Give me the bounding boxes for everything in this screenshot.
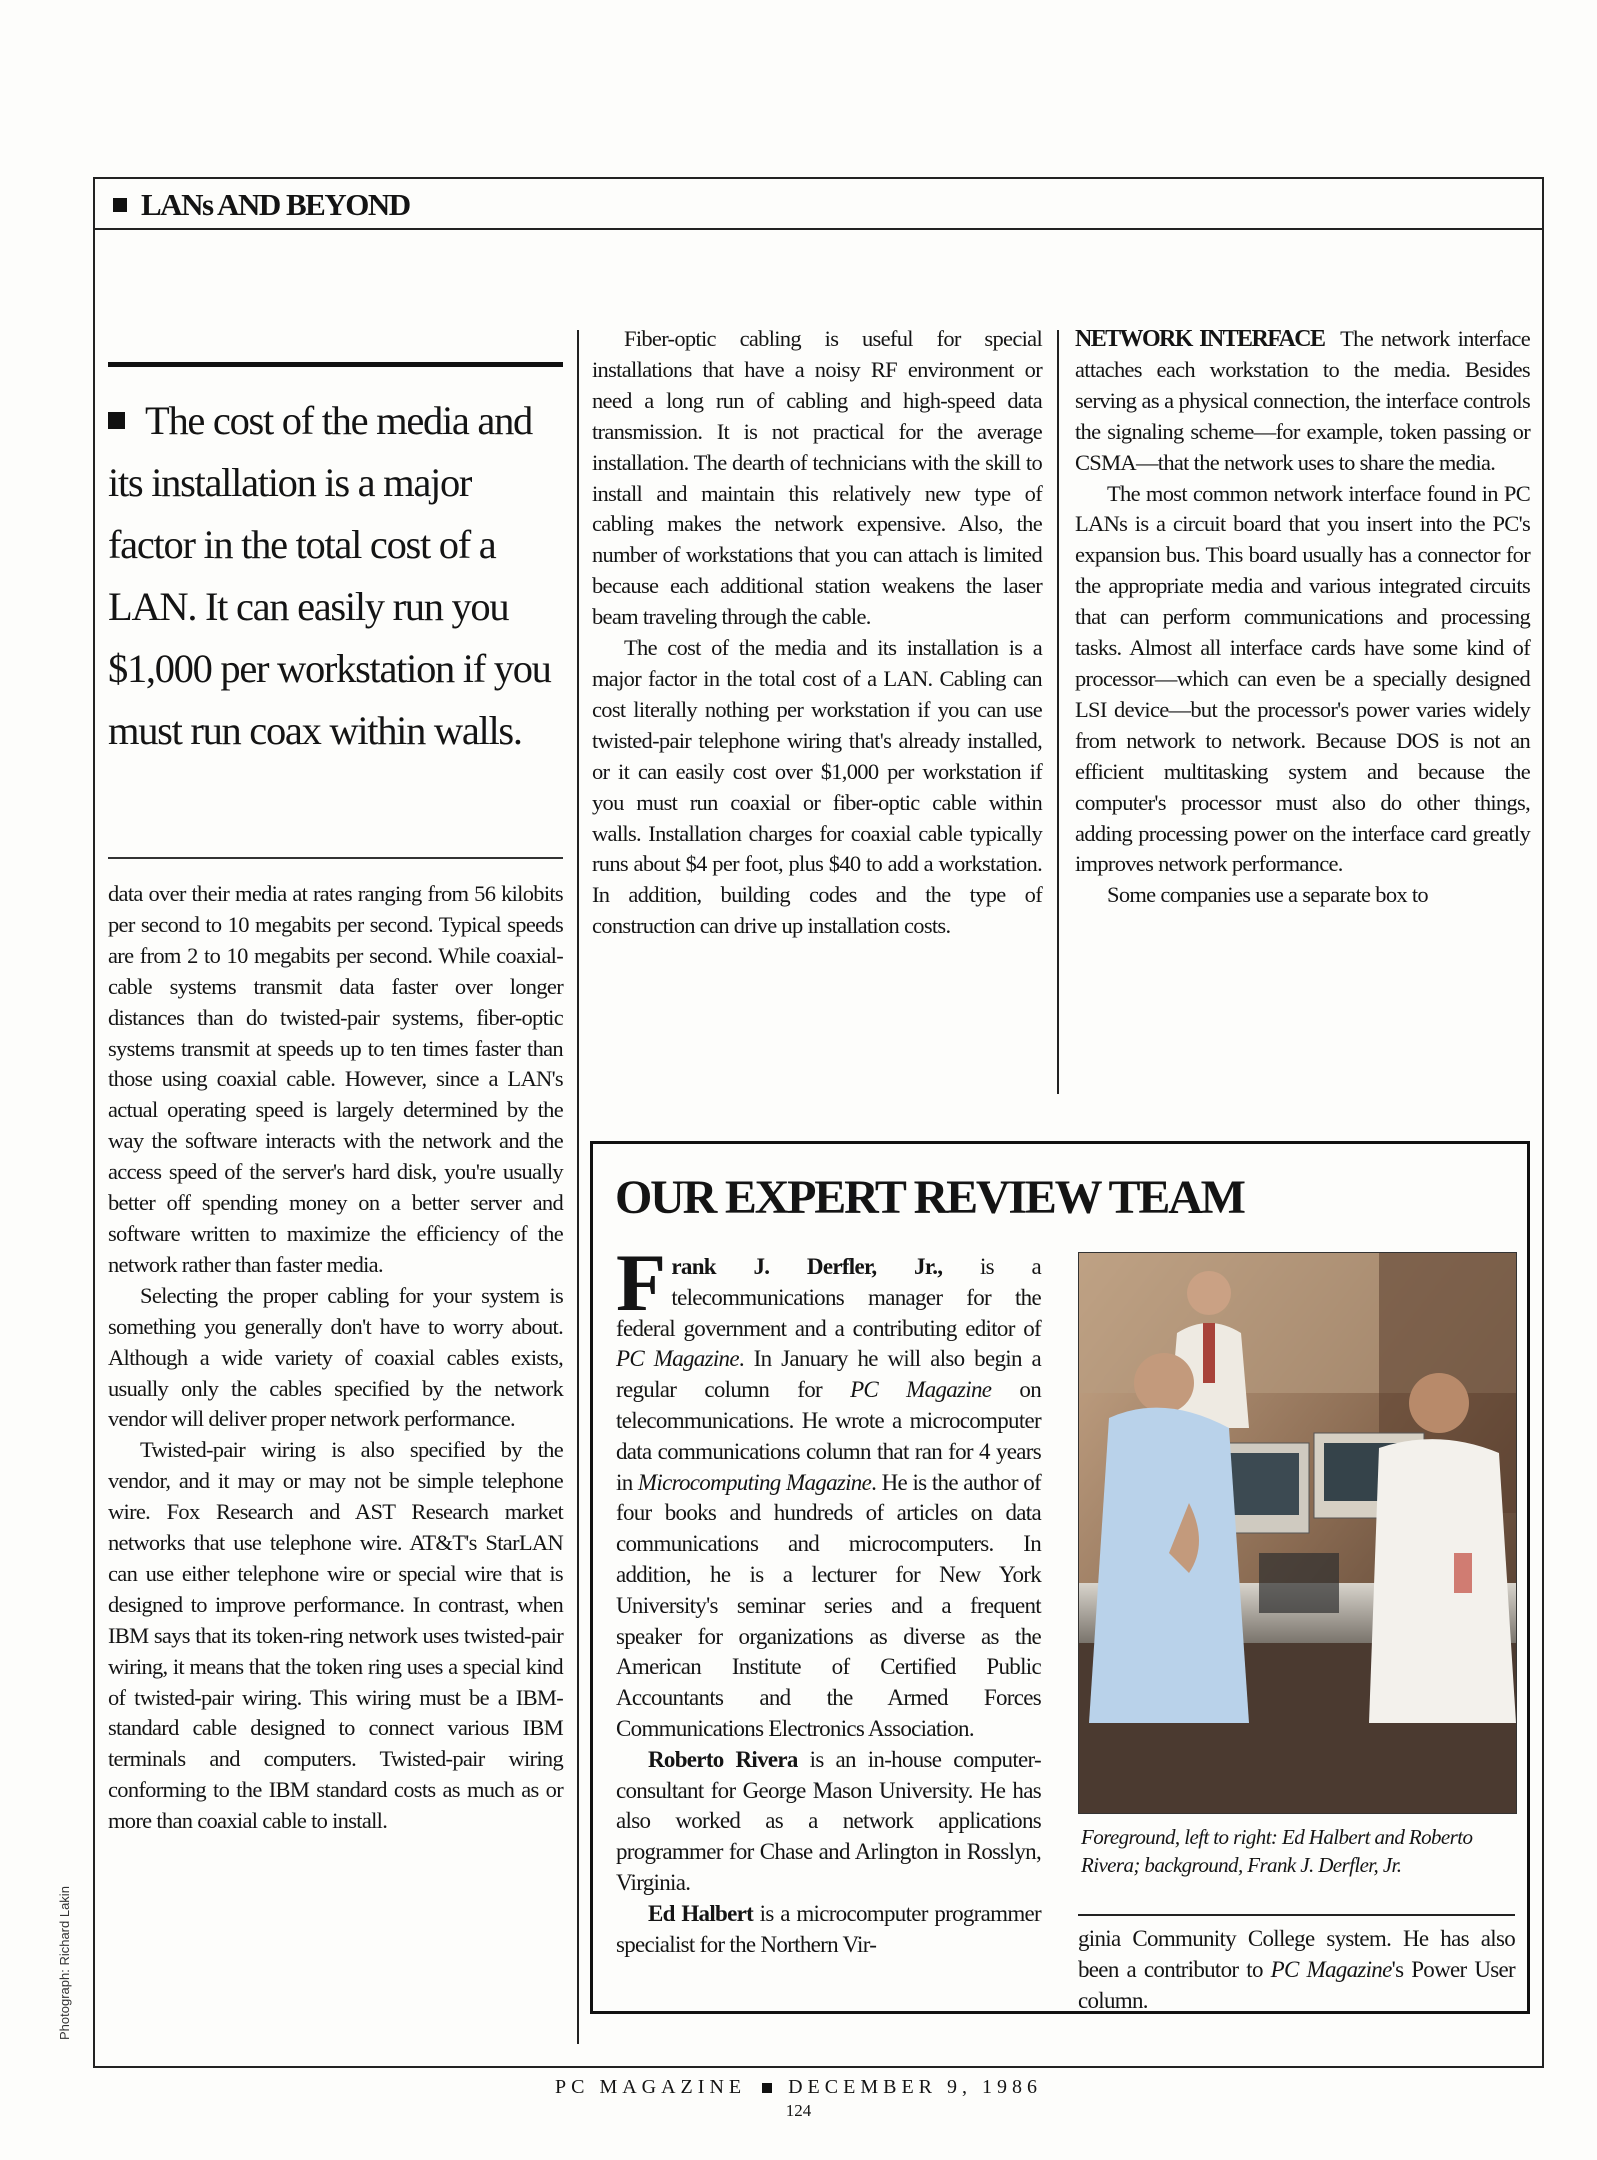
sidebar-text-continued: ginia Community College system. He has also been a contributor to PC Magazine's Power User column. bbox=[1078, 1926, 1515, 2013]
photo-caption: Foreground, left to right: Ed Halbert and Roberto Rivera; background, Frank J. Derfler, Jr. bbox=[1081, 1825, 1473, 1877]
paragraph: Fiber-optic cabling is useful for special installations that have a noisy RF environment or need a long run of cabling and high-speed data transmission. It is not practical for the average installation. The dearth of technicians with the skill to install and maintain this relatively new type of cabling makes the network expensive. Also, the number of workstations that you can attach is limited because each additional station weakens the laser beam traveling through the cable. bbox=[592, 326, 1042, 630]
bio-name: Ed Halbert bbox=[648, 1900, 754, 1926]
bio-name: Roberto Rivera bbox=[648, 1746, 798, 1772]
review-team-sidebar bbox=[590, 1141, 1530, 2014]
column-rule bbox=[1057, 330, 1059, 1094]
column-1 bbox=[108, 879, 563, 1837]
paragraph: Selecting the proper cabling for your system is something you generally don't have to worry about. Although a wide variety of coaxial cables exists, usually only the cables specified by the network vendor will deliver proper network performance. bbox=[108, 1282, 563, 1432]
page-number: 124 bbox=[785, 2101, 812, 2120]
section-header bbox=[93, 177, 1544, 230]
pull-quote bbox=[108, 362, 563, 859]
footer-magazine: PC MAGAZINE bbox=[554, 2076, 747, 2098]
subhead: NETWORK INTERFACE bbox=[1075, 326, 1325, 352]
footer-date: DECEMBER 9, 1986 bbox=[788, 2076, 1043, 2098]
bullet-square-icon bbox=[108, 412, 125, 429]
pull-quote-text: The cost of the media and its installation is a major factor in the total cost of a LAN. It can easily run you $1,000 per workstation if you must run coax within walls. bbox=[108, 398, 551, 753]
paragraph: Twisted-pair wiring is also specified by the vendor, and it may or may not be simple telephone wire. Fox Research and AST Research market networks that use telephone wire. AT&T's StarLAN can use either telephone wire or special wire that is designed to improve performance. In contrast, when IBM says that its token-ring network uses twisted-pair wiring, it means that the token ring uses a special kind of twisted-pair wiring. This wiring must be a IBM-standard cable designed to connect various IBM terminals and computers. Twisted-pair wiring conforming to the IBM standard costs as much as or more than coaxial cable to install. bbox=[108, 1437, 563, 1834]
drop-cap: F bbox=[616, 1237, 666, 1328]
team-photo-illustration bbox=[1079, 1253, 1516, 1813]
column-2 bbox=[592, 324, 1042, 942]
paragraph: data over their media at rates ranging from 56 kilobits per second to 10 megabits per second. Typical speeds are from 2 to 10 megabits per second. While coaxial-cable systems transmit data faster over longer distances than do twisted-pair systems, fiber-optic systems transmit at speeds up to ten times faster than those using coaxial cable. However, since a LAN's actual operating speed is largely determined by the way the software interacts with the network and the access speed of the server's hard disk, you're usually better off spending money on a better server and software written to maximize the efficiency of the network rather than faster media. bbox=[108, 881, 563, 1277]
column-3 bbox=[1075, 324, 1530, 911]
caption-rule bbox=[1078, 1914, 1515, 1916]
section-title bbox=[113, 187, 410, 223]
page-footer bbox=[0, 2076, 1597, 2099]
bullet-square-icon bbox=[762, 2083, 772, 2093]
column-rule bbox=[577, 330, 579, 2044]
sidebar-text: Frank J. Derfler, Jr., is a telecommunications manager for the federal government and a contributing editor of PC Magazine. In January he will also begin a regular column for PC Magazine on telecommunications. He wrote a microcomputer data communications column that ran for 4 years in Microcomputing Magazine. He is the author of four books and hundreds of articles on data communications and microcomputers. In addition, he is a lecturer for New York University's seminar series and a frequent speaker for organizations as diverse as the American Institute of Certified Public Accountants and the Armed Forces Communications Electronics Association. Roberto Rivera is an in-house computer-consultant for George Mason University. He has also worked as a network applications programmer for Chase and Arlington in Rosslyn, Virginia. Ed Halbert is a microcomputer programmer specialist for the Northern Vir- bbox=[616, 1237, 1041, 1957]
bio-name: rank J. Derfler, Jr., bbox=[671, 1254, 943, 1279]
bullet-square-icon bbox=[113, 198, 127, 212]
team-photo bbox=[1078, 1252, 1517, 1814]
sidebar-heading: OUR EXPERT REVIEW TEAM bbox=[615, 1171, 1244, 1224]
paragraph: Some companies use a separate box to bbox=[1107, 882, 1428, 908]
section-title-text: LANs AND BEYOND bbox=[141, 187, 410, 222]
photo-credit: Photograph: Richard Lakin bbox=[57, 1886, 72, 2040]
paragraph: The most common network interface found in PC LANs is a circuit board that you insert into the PC's expansion bus. This board usually has a connector for the appropriate media and various integrated circuits that can perform communications and processing tasks. Almost all interface cards have some kind of processor—which can even be a specially designed LSI device—but the processor's power varies widely from network to network. Because DOS is not an efficient multitasking system and because the computer's processor must also do other things, adding processing power on the interface card greatly improves network performance. bbox=[1075, 480, 1530, 877]
paragraph-text: The network interface attaches each workstation to the media. Besides serving as a physical connection, the interface controls the signaling scheme—for example, token passing or CSMA—that the network uses to share the media. bbox=[1075, 326, 1531, 475]
paragraph: The cost of the media and its installation is a major factor in the total cost of a LAN. Cabling can cost literally nothing per workstation if you can use twisted-pair telephone wiring that's already installed, or it can easily cost over $1,000 per workstation if you must run coaxial or fiber-optic cable within walls. Installation charges for coaxial cable typically runs about $4 per foot, plus $40 to add a workstation. In addition, building codes and the type of construction can drive up installation costs. bbox=[592, 635, 1042, 939]
